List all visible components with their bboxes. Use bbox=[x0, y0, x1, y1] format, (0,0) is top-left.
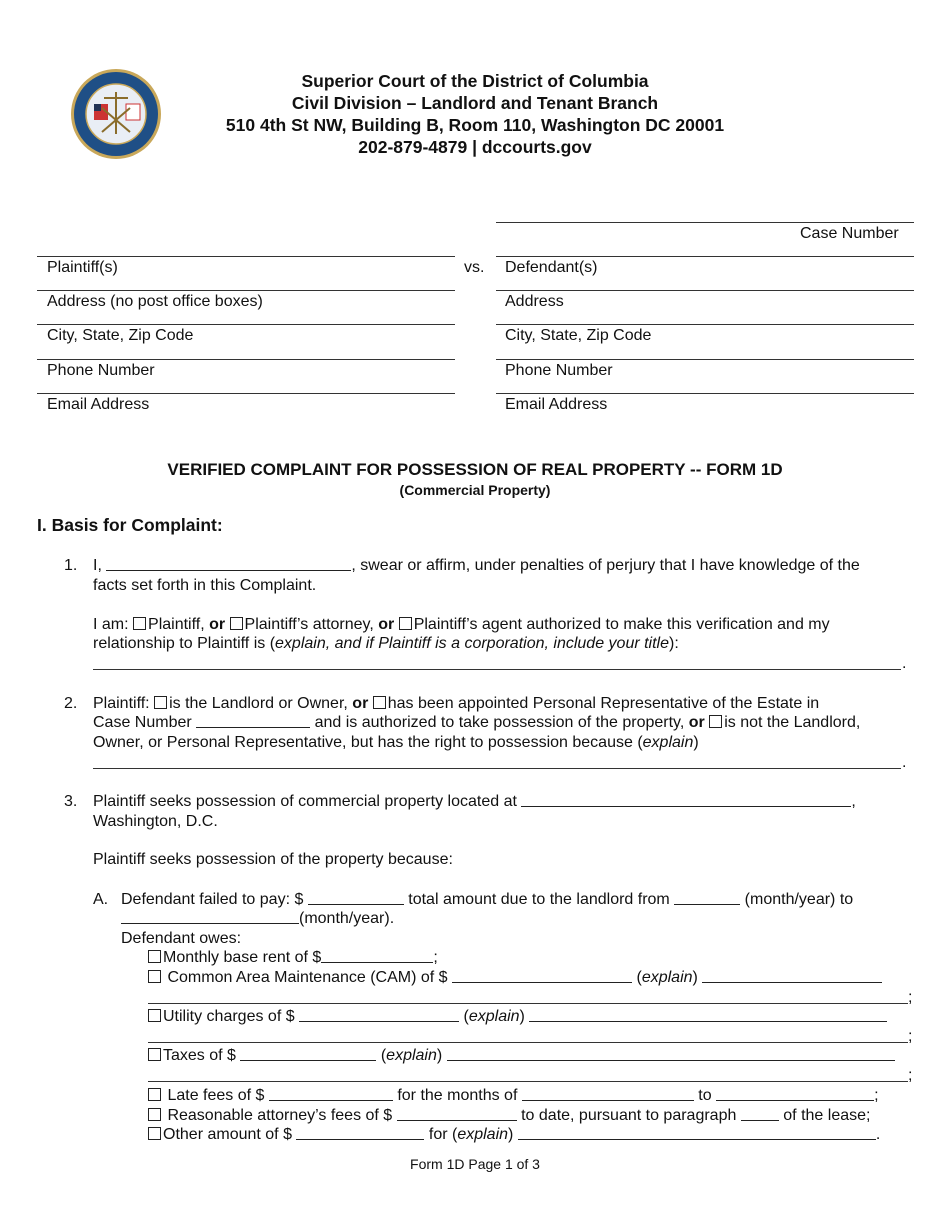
utility-checkbox[interactable] bbox=[148, 1009, 161, 1022]
item2-line1 bbox=[93, 694, 819, 714]
court-name: Superior Court of the District of Columbia bbox=[301, 71, 649, 91]
explain-italic: explain bbox=[468, 1008, 520, 1025]
explain-italic: explain bbox=[641, 969, 693, 986]
subA-text: (month/year). bbox=[299, 910, 395, 927]
item3-line2: Washington, D.C. bbox=[93, 813, 218, 830]
plaintiff-address-line[interactable] bbox=[37, 290, 455, 291]
item1-line2: facts set forth in this Complaint. bbox=[93, 577, 317, 594]
item-number: 3. bbox=[64, 793, 78, 810]
period: . bbox=[902, 655, 907, 672]
item1-text: ): bbox=[669, 635, 679, 652]
taxes-explain-field[interactable] bbox=[447, 1046, 895, 1061]
item3-line1 bbox=[93, 792, 856, 812]
cam-checkbox[interactable] bbox=[148, 970, 161, 983]
sub-letter: A. bbox=[93, 891, 109, 908]
late-fees-to-field[interactable] bbox=[716, 1086, 874, 1101]
item1-text: Plaintiff, bbox=[148, 616, 205, 633]
possession-reason-field[interactable] bbox=[93, 768, 901, 769]
plaintiff-city-label: City, State, Zip Code bbox=[47, 327, 194, 344]
explain-italic: explain bbox=[386, 1047, 437, 1064]
from-month-field[interactable] bbox=[674, 890, 740, 905]
late-fees-amount-field[interactable] bbox=[269, 1086, 393, 1101]
landlord-checkbox[interactable] bbox=[154, 696, 167, 709]
or-text: or bbox=[688, 714, 705, 731]
case-number-line[interactable] bbox=[496, 222, 914, 223]
page-footer: Form 1D Page 1 of 3 bbox=[410, 1156, 540, 1172]
form-subtitle: (Commercial Property) bbox=[399, 482, 551, 498]
subA-text: for ( bbox=[428, 1126, 458, 1143]
defendant-address-label: Address bbox=[505, 293, 564, 310]
utility-line: Utility charges of $ (explain) bbox=[148, 1007, 887, 1027]
subA-text: Utility charges of $ bbox=[163, 1008, 295, 1025]
item1-text: relationship to Plaintiff is ( bbox=[93, 635, 276, 652]
other-amount-checkbox[interactable] bbox=[148, 1127, 161, 1140]
total-due-field[interactable] bbox=[308, 890, 404, 905]
court-address: 510 4th St NW, Building B, Room 110, Washington DC 20001 bbox=[225, 115, 725, 135]
form-title: VERIFIED COMPLAINT FOR POSSESSION OF REAL PROPERTY -- FORM 1D bbox=[167, 460, 783, 479]
item2-text: and is authorized to take possession of the property, bbox=[314, 714, 685, 731]
semicolon: ; bbox=[908, 1028, 913, 1045]
rent-amount-field[interactable] bbox=[321, 948, 433, 963]
taxes-amount-field[interactable] bbox=[240, 1046, 376, 1061]
attorney-checkbox[interactable] bbox=[230, 617, 243, 630]
defendant-line[interactable] bbox=[496, 256, 914, 257]
item2-text: is not the Landlord, bbox=[724, 714, 861, 731]
item1-italic: explain, and if Plaintiff is a corporation, include your title bbox=[275, 635, 670, 652]
cam-amount-field[interactable] bbox=[452, 968, 632, 983]
plaintiff-phone-label: Phone Number bbox=[47, 362, 155, 379]
item-number: 2. bbox=[64, 695, 78, 712]
item2-line2 bbox=[93, 713, 860, 733]
item2-text: Owner, or Personal Representative, but has the right to possession because ( bbox=[93, 734, 643, 751]
subA-text: to date, pursuant to paragraph bbox=[521, 1107, 737, 1124]
agent-checkbox[interactable] bbox=[399, 617, 412, 630]
lease-paragraph-field[interactable] bbox=[741, 1106, 779, 1121]
item1-text: I am: bbox=[93, 616, 129, 633]
estate-case-number-field[interactable] bbox=[196, 713, 310, 728]
other-explain-field[interactable] bbox=[518, 1125, 876, 1140]
subA-text: to bbox=[698, 1087, 712, 1104]
court-seal bbox=[70, 68, 162, 160]
defendant-email-label: Email Address bbox=[505, 396, 608, 413]
item1-text: Plaintiff’s agent authorized to make this verification and my bbox=[413, 616, 830, 633]
court-division: Civil Division – Landlord and Tenant Branch bbox=[291, 93, 659, 113]
item1-text: I, bbox=[93, 557, 102, 574]
subA-text: Reasonable attorney’s fees of $ bbox=[167, 1107, 393, 1124]
utility-amount-field[interactable] bbox=[299, 1007, 459, 1022]
item1-role-line bbox=[93, 615, 830, 635]
explain-italic: explain bbox=[457, 1126, 509, 1143]
item2-text: Plaintiff: bbox=[93, 695, 150, 712]
subA-text: Defendant failed to pay: $ bbox=[121, 891, 304, 908]
item2-text: is the Landlord or Owner, bbox=[169, 695, 348, 712]
cam-explain-field-2[interactable] bbox=[148, 1003, 908, 1004]
subA-text: of the lease; bbox=[783, 1107, 871, 1124]
item-number: 1. bbox=[64, 557, 78, 574]
period: . bbox=[902, 754, 907, 771]
other-amount-field[interactable] bbox=[296, 1125, 424, 1140]
item1-text: Plaintiff’s attorney, bbox=[244, 616, 374, 633]
or-text: or bbox=[209, 616, 226, 633]
semicolon: ; bbox=[908, 1067, 913, 1084]
subA-text: Late fees of $ bbox=[167, 1087, 265, 1104]
item1-line1 bbox=[93, 556, 860, 576]
taxes-explain-field-2[interactable] bbox=[148, 1081, 908, 1082]
item1-relationship bbox=[93, 634, 679, 654]
subA-text: Other amount of $ bbox=[163, 1126, 292, 1143]
subA-text: Common Area Maintenance (CAM) of $ bbox=[167, 969, 448, 986]
representative-checkbox[interactable] bbox=[373, 696, 386, 709]
semicolon: ; bbox=[908, 989, 913, 1006]
property-address-field[interactable] bbox=[521, 792, 851, 807]
plaintiff-email-line[interactable] bbox=[37, 393, 455, 394]
item1-text: , swear or affirm, under penalties of perjury that I have knowledge of the bbox=[351, 557, 860, 574]
or-text: or bbox=[352, 695, 369, 712]
rent-line: Monthly base rent of $ ; bbox=[148, 948, 438, 968]
relationship-field[interactable] bbox=[93, 669, 901, 670]
plaintiff-email-label: Email Address bbox=[47, 396, 150, 413]
taxes-checkbox[interactable] bbox=[148, 1048, 161, 1061]
item2-text: Case Number bbox=[93, 714, 192, 731]
subA-text: Monthly base rent of $ bbox=[163, 949, 322, 966]
not-landlord-checkbox[interactable] bbox=[709, 715, 722, 728]
explain-italic: explain bbox=[642, 734, 694, 751]
defendant-label: Defendant(s) bbox=[505, 259, 598, 276]
plaintiff-city-line[interactable] bbox=[37, 324, 455, 325]
item3-text: Plaintiff seeks possession of commercial property located at bbox=[93, 793, 517, 810]
item3-because: Plaintiff seeks possession of the property because: bbox=[93, 851, 453, 868]
utility-explain-field[interactable] bbox=[529, 1007, 887, 1022]
taxes-line: Taxes of $ (explain) bbox=[148, 1046, 895, 1066]
item2-text: has been appointed Personal Representative of the Estate in bbox=[387, 695, 820, 712]
defendant-city-label: City, State, Zip Code bbox=[505, 327, 652, 344]
subA-line1 bbox=[121, 890, 853, 910]
plaintiff-phone-line[interactable] bbox=[37, 359, 455, 360]
court-header bbox=[160, 70, 790, 158]
defendant-email-line[interactable] bbox=[496, 393, 914, 394]
declarant-name-field[interactable] bbox=[106, 556, 351, 571]
utility-explain-field-2[interactable] bbox=[148, 1042, 908, 1043]
to-month-field[interactable] bbox=[121, 909, 299, 924]
attorney-fees-line bbox=[148, 1106, 870, 1126]
item3-text: , bbox=[851, 793, 856, 810]
cam-explain-field[interactable] bbox=[702, 968, 882, 983]
late-fees-checkbox[interactable] bbox=[148, 1088, 161, 1101]
subA-text: for the months of bbox=[397, 1087, 518, 1104]
defendant-city-line[interactable] bbox=[496, 324, 914, 325]
attorney-fees-checkbox[interactable] bbox=[148, 1108, 161, 1121]
attorney-fees-amount-field[interactable] bbox=[397, 1106, 517, 1121]
plaintiff-line[interactable] bbox=[37, 256, 455, 257]
other-amount-line: Other amount of $ for (explain) . bbox=[148, 1125, 880, 1145]
case-number-label: Case Number bbox=[800, 225, 899, 242]
defendant-phone-line[interactable] bbox=[496, 359, 914, 360]
late-fees-from-field[interactable] bbox=[522, 1086, 694, 1101]
plaintiff-label: Plaintiff(s) bbox=[47, 259, 118, 276]
rent-checkbox[interactable] bbox=[148, 950, 161, 963]
or-text: or bbox=[378, 616, 395, 633]
defendant-phone-label: Phone Number bbox=[505, 362, 613, 379]
late-fees-line: Late fees of $ for the months of to ; bbox=[148, 1086, 879, 1106]
subA-text: Taxes of $ bbox=[163, 1047, 236, 1064]
defendant-address-line[interactable] bbox=[496, 290, 914, 291]
plaintiff-checkbox[interactable] bbox=[133, 617, 146, 630]
plaintiff-address-label: Address (no post office boxes) bbox=[47, 293, 263, 310]
versus-label: vs. bbox=[464, 259, 485, 276]
item2-line3 bbox=[93, 733, 699, 753]
subA-line2 bbox=[121, 909, 394, 929]
court-contact: 202-879-4879 | dccourts.gov bbox=[358, 137, 592, 157]
section-heading: I. Basis for Complaint: bbox=[37, 515, 223, 535]
cam-line: Common Area Maintenance (CAM) of $ (explain) bbox=[148, 968, 882, 988]
subA-text: (month/year) to bbox=[744, 891, 854, 908]
subA-text: total amount due to the landlord from bbox=[408, 891, 670, 908]
defendant-owes: Defendant owes: bbox=[121, 930, 242, 947]
item2-text: ) bbox=[693, 734, 699, 751]
